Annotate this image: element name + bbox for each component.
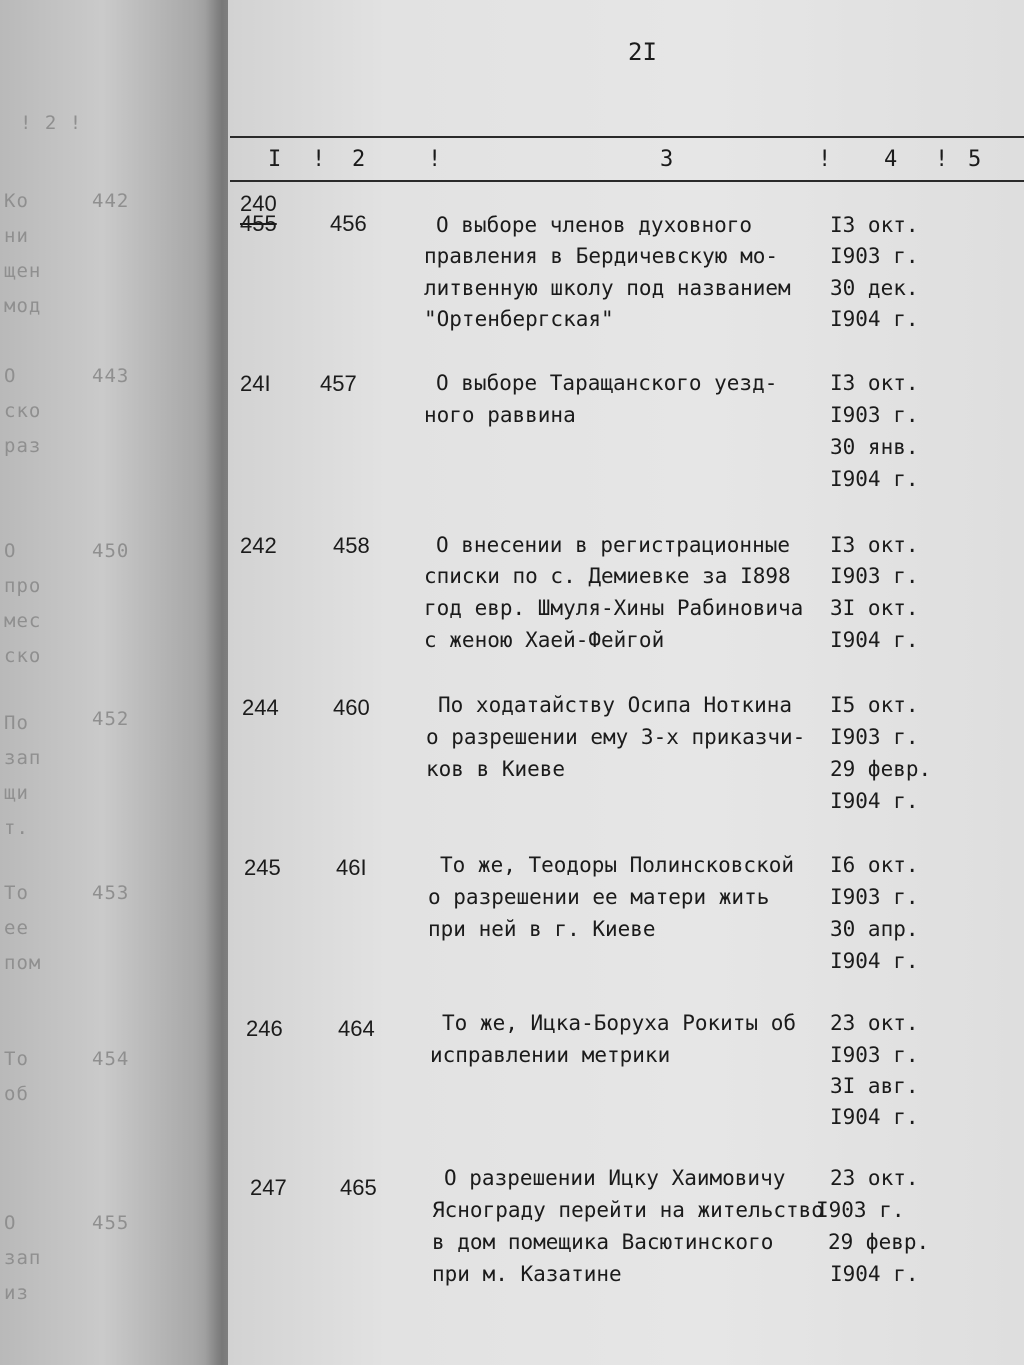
row-date-line: I3 окт. xyxy=(830,371,919,395)
row-number: 244 xyxy=(242,695,279,720)
row-description-line: о разрешении ее матери жить xyxy=(428,885,770,909)
header-col-3: 3 xyxy=(660,147,674,172)
row-number: 245 xyxy=(244,855,281,880)
left-ghost-text: щи xyxy=(4,782,29,804)
row-description-line: То же, Теодоры Полинсковской xyxy=(440,853,795,877)
row-description-line: год евр. Шмуля-Хины Рабиновича xyxy=(424,596,804,620)
left-ghost-text: об xyxy=(4,1083,29,1105)
row-date-line: I904 г. xyxy=(830,949,919,973)
row-number: 242 xyxy=(240,533,277,558)
row-date-line: I6 окт. xyxy=(830,853,919,877)
header-separator: ! xyxy=(935,147,949,172)
left-ghost-text: То xyxy=(4,1048,29,1070)
row-number: 24I xyxy=(240,371,271,396)
header-col-4: 4 xyxy=(884,147,898,172)
row-date-line: I903 г. xyxy=(830,725,919,749)
left-ghost-text: То xyxy=(4,882,29,904)
left-ghost-text: ни xyxy=(4,225,29,247)
row-description-line: Ясноградy перейти на жительство xyxy=(432,1198,824,1222)
left-page-header-fragment: ! 2 ! xyxy=(20,112,83,134)
row-date-line: I903 г. xyxy=(830,564,919,588)
right-page xyxy=(228,0,1024,1365)
header-separator: ! xyxy=(312,147,326,172)
row-number: 247 xyxy=(250,1175,287,1200)
row-case-number: 464 xyxy=(338,1016,375,1041)
row-description-line: литвенную школу под названием xyxy=(424,276,791,300)
row-case-number: 456 xyxy=(330,211,367,236)
row-description-line: О выборе Таращанского уезд- xyxy=(436,371,778,395)
row-date-line: 23 окт. xyxy=(830,1011,919,1035)
left-ghost-text: щен xyxy=(4,260,42,282)
row-date-line: 30 дек. xyxy=(830,276,919,300)
left-ghost-text: ско xyxy=(4,400,42,422)
left-ghost-text: ско xyxy=(4,645,42,667)
header-col-5: 5 xyxy=(968,147,982,172)
row-description-line: То же, Ицка-Боруха Рокиты об xyxy=(442,1011,797,1035)
left-ghost-text: пом xyxy=(4,952,42,974)
row-description-line: списки по с. Демиевке за I898 xyxy=(424,564,791,588)
row-date-line: I3 окт. xyxy=(830,213,919,237)
left-ghost-number: 450 xyxy=(92,540,130,562)
left-ghost-number: 453 xyxy=(92,882,130,904)
row-number-corrected: 240 xyxy=(240,191,277,216)
left-ghost-number: 454 xyxy=(92,1048,130,1070)
left-ghost-text: зап xyxy=(4,747,42,769)
left-ghost-text: О xyxy=(4,365,17,387)
row-description-line: правления в Бердичевскую мо- xyxy=(424,244,779,268)
left-ghost-text: раз xyxy=(4,435,42,457)
row-date-line: I5 окт. xyxy=(830,693,919,717)
row-date-line: I903 г. xyxy=(816,1198,905,1222)
row-date-line: 3I окт. xyxy=(830,596,919,620)
row-case-number: 465 xyxy=(340,1175,377,1200)
header-bottom-rule xyxy=(230,180,1024,182)
row-case-number: 458 xyxy=(333,533,370,558)
left-ghost-text: ее xyxy=(4,917,29,939)
row-date-line: 3I авг. xyxy=(830,1074,919,1098)
left-ghost-number: 455 xyxy=(92,1212,130,1234)
row-description-line: при м. Казатине xyxy=(432,1262,622,1286)
header-separator: ! xyxy=(428,147,442,172)
row-description-line: "Ортенбергская" xyxy=(424,307,614,331)
left-facing-page xyxy=(0,0,228,1365)
row-date-line: I3 окт. xyxy=(830,533,919,557)
left-ghost-text: мес xyxy=(4,610,42,632)
row-date-line: I904 г. xyxy=(830,789,919,813)
row-date-line: 30 янв. xyxy=(830,435,919,459)
left-ghost-text: мод xyxy=(4,295,42,317)
row-date-line: I904 г. xyxy=(830,467,919,491)
row-description-line: исправлении метрики xyxy=(430,1043,671,1067)
header-col-1: I xyxy=(268,147,282,172)
left-ghost-text: зап xyxy=(4,1247,42,1269)
row-description-line: ного раввина xyxy=(424,403,576,427)
left-ghost-number: 443 xyxy=(92,365,130,387)
row-date-line: I904 г. xyxy=(830,628,919,652)
row-date-line: I904 г. xyxy=(830,1105,919,1129)
row-description-line: при ней в г. Киеве xyxy=(428,917,656,941)
row-description-line: По ходатайству Осипа Ноткина xyxy=(438,693,793,717)
header-separator: ! xyxy=(818,147,832,172)
row-description-line: с женою Хаей-Фейгой xyxy=(424,628,665,652)
row-date-line: 23 окт. xyxy=(830,1166,919,1190)
left-ghost-text: про xyxy=(4,575,42,597)
left-ghost-text: Ко xyxy=(4,190,29,212)
header-top-rule xyxy=(230,136,1024,138)
left-ghost-number: 442 xyxy=(92,190,130,212)
row-description-line: О внесении в регистрационные xyxy=(436,533,791,557)
row-number: 246 xyxy=(246,1016,283,1041)
row-date-line: 30 апр. xyxy=(830,917,919,941)
row-description-line: О выборе членов духовного xyxy=(436,213,753,237)
row-number-struck: 455 xyxy=(240,211,277,236)
header-col-2: 2 xyxy=(352,147,366,172)
row-description-line: в дом помещика Васютинского xyxy=(432,1230,774,1254)
row-date-line: I903 г. xyxy=(830,885,919,909)
row-date-line: I904 г. xyxy=(830,307,919,331)
row-description-line: о разрешении ему 3-х приказчи- xyxy=(426,725,806,749)
left-ghost-text: из xyxy=(4,1282,29,1304)
left-ghost-text: О xyxy=(4,1212,17,1234)
row-case-number: 457 xyxy=(320,371,357,396)
row-description-line: ков в Киеве xyxy=(426,757,566,781)
left-ghost-text: О xyxy=(4,540,17,562)
left-ghost-text: По xyxy=(4,712,29,734)
left-ghost-number: 452 xyxy=(92,708,130,730)
row-case-number: 46I xyxy=(336,855,367,880)
row-description-line: О разрешении Ицку Хаимовичу xyxy=(444,1166,786,1190)
row-date-line: 29 февр. xyxy=(828,1230,930,1254)
row-date-line: 29 февр. xyxy=(830,757,932,781)
row-date-line: I903 г. xyxy=(830,1043,919,1067)
row-case-number: 460 xyxy=(333,695,370,720)
page-number: 2I xyxy=(628,38,657,66)
left-ghost-text: т. xyxy=(4,817,29,839)
row-date-line: I904 г. xyxy=(830,1262,919,1286)
row-date-line: I903 г. xyxy=(830,244,919,268)
row-date-line: I903 г. xyxy=(830,403,919,427)
